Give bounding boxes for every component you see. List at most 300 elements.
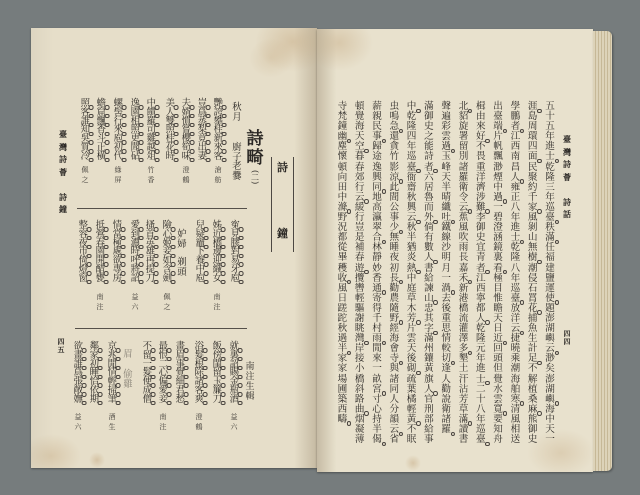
glyph: 佩	[81, 166, 89, 174]
verse-line	[143, 343, 152, 405]
glyph: 人	[424, 252, 434, 264]
verse-line	[196, 222, 205, 284]
glyph: 輯	[245, 392, 255, 402]
glyph: 含	[162, 263, 172, 275]
glyph: 州	[424, 343, 434, 355]
author-name	[213, 166, 223, 185]
glyph: 司	[146, 124, 156, 136]
glyph: 滌	[337, 201, 348, 213]
glyph: 婦	[177, 238, 187, 250]
glyph: 居	[424, 181, 434, 193]
glyph: 較	[441, 343, 451, 355]
glyph: 知	[80, 124, 90, 136]
glyph: 見	[230, 228, 240, 240]
glyph: 滿	[458, 413, 469, 425]
glyph: 六	[131, 302, 139, 311]
glyph: 南	[510, 151, 521, 163]
glyph: 詩	[59, 191, 67, 202]
glyph: 烟	[354, 413, 365, 425]
glyph: 衙	[406, 171, 417, 183]
glyph: 呼	[130, 255, 140, 267]
author-name	[212, 293, 222, 312]
glyph: 南	[159, 413, 167, 421]
glyph: 聚	[527, 171, 538, 183]
glyph: 計	[527, 343, 538, 355]
glyph: 頭	[177, 266, 187, 278]
glyph: 灣	[563, 146, 571, 157]
glyph: 橋	[212, 237, 222, 249]
glyph: 天	[493, 312, 503, 324]
glyph: 矣	[545, 363, 555, 375]
glyph: 嫵	[73, 393, 83, 405]
glyph: 綠	[114, 166, 122, 174]
glyph	[57, 178, 70, 191]
glyph: 照	[165, 124, 175, 136]
glyph: 香	[147, 175, 155, 184]
glyph: 瀛	[372, 212, 382, 224]
glyph: 味	[181, 150, 191, 162]
glyph: 隆	[510, 252, 521, 264]
right-page	[317, 29, 593, 472]
glyph: 潮	[527, 262, 538, 274]
glyph: 過	[441, 141, 451, 153]
glyph: 妾	[162, 246, 172, 258]
glyph: 五	[545, 101, 555, 112]
glyph: 月	[232, 111, 242, 123]
glyph: 齋	[406, 181, 417, 193]
page-number	[563, 330, 571, 346]
glyph: 勸	[441, 383, 451, 395]
glyph: 筆	[107, 393, 117, 405]
glyph: 愁	[175, 393, 185, 405]
glyph: 此	[389, 181, 400, 193]
prose-column	[493, 102, 503, 445]
prose-column	[545, 102, 555, 445]
glyph: 夫	[181, 98, 191, 109]
glyph: 疏	[406, 373, 417, 385]
glyph: 山	[527, 232, 538, 244]
glyph: 涼	[389, 171, 400, 183]
glyph: 饋	[146, 106, 156, 118]
glyph: 逸	[372, 161, 382, 173]
glyph: 嶼	[545, 393, 555, 405]
glyph: 云	[354, 191, 365, 203]
glyph: 家	[89, 349, 99, 361]
glyph: 生	[527, 333, 538, 345]
glyph: 煙	[493, 171, 503, 183]
glyph: 濟	[476, 181, 486, 193]
glyph: 逸	[130, 98, 140, 109]
glyph: 無	[527, 242, 538, 254]
glyph: 天	[441, 171, 451, 183]
glyph: 益	[74, 413, 82, 421]
glyph: 約	[527, 181, 538, 193]
glyph: 香	[372, 272, 382, 284]
glyph: 渺	[545, 353, 555, 365]
glyph: 園	[130, 106, 140, 118]
glyph: 西	[337, 403, 348, 415]
verse-line	[213, 222, 222, 284]
glyph: 遊	[354, 262, 365, 274]
glyph: 雙	[165, 115, 175, 127]
glyph: 不	[476, 141, 486, 153]
glyph: 年	[510, 212, 521, 224]
glyph: 懷	[337, 151, 348, 163]
glyph: 人	[441, 373, 451, 385]
glyph: 民	[527, 161, 538, 173]
glyph: 再	[145, 255, 155, 267]
glyph: 一	[545, 434, 555, 446]
glyph: 畢	[337, 252, 348, 264]
glyph: 進	[545, 141, 555, 153]
glyph: 建	[545, 262, 555, 274]
glyph: 鏡	[493, 242, 503, 254]
topic-label	[232, 143, 242, 181]
glyph: 牙	[230, 263, 240, 275]
glyph: 都	[476, 302, 486, 314]
glyph: 不	[142, 341, 152, 352]
glyph: 臺	[493, 111, 503, 123]
glyph: 汗	[458, 373, 469, 385]
glyph: 經	[389, 323, 400, 335]
glyph: 嘉	[458, 262, 469, 274]
glyph: 岸	[354, 343, 365, 355]
author-name	[95, 293, 105, 312]
author-name	[181, 166, 191, 185]
glyph: 雄	[145, 246, 155, 258]
glyph: 曲	[354, 403, 365, 415]
glyph: 士	[545, 151, 555, 163]
glyph: 寬	[493, 403, 503, 415]
glyph: 除	[194, 367, 204, 379]
glyph	[561, 183, 574, 196]
glyph: 頭	[493, 353, 503, 365]
glyph: 砧	[130, 150, 140, 162]
glyph: 緩	[354, 201, 365, 213]
glyph: 史	[476, 232, 486, 244]
glyph: 六	[74, 422, 82, 431]
glyph: 賜	[229, 367, 239, 379]
glyph: 鳴	[389, 111, 400, 123]
glyph: 木	[406, 302, 417, 314]
glyph: 帆	[493, 141, 503, 153]
glyph: 市	[78, 246, 88, 258]
glyph: 攬	[354, 272, 365, 284]
prose-column	[337, 102, 347, 425]
glyph: 持	[372, 413, 382, 425]
glyph: 巡	[476, 424, 486, 435]
glyph: 寒	[510, 393, 521, 405]
glyph: 極	[112, 237, 122, 249]
glyph: 年	[545, 131, 555, 143]
prose-column	[424, 102, 434, 445]
glyph: 令	[458, 191, 469, 203]
glyph: 飯	[212, 341, 222, 352]
glyph: 家	[337, 363, 348, 375]
glyph: 劍	[162, 272, 172, 284]
glyph: 部	[424, 413, 434, 425]
prose-column	[407, 102, 417, 445]
glyph: 好	[476, 131, 486, 143]
glyph: 省	[389, 434, 400, 446]
glyph: 天	[406, 343, 417, 355]
glyph: 臺	[406, 161, 417, 173]
glyph: 燈	[78, 263, 88, 275]
glyph: 寄	[372, 292, 382, 304]
glyph: 瞻	[493, 302, 503, 314]
glyph: 秋	[406, 191, 417, 203]
glyph: 者	[476, 262, 486, 274]
glyph: 能	[424, 141, 434, 153]
glyph: 隆	[545, 171, 555, 183]
glyph: 青	[476, 252, 486, 264]
glyph: 桂	[165, 133, 175, 145]
glyph: 過	[493, 191, 503, 203]
glyph: 親	[372, 111, 382, 123]
glyph: 石	[527, 282, 538, 294]
verse-line	[131, 100, 140, 162]
verse-line	[214, 100, 223, 162]
glyph: 雞	[146, 133, 156, 145]
glyph: 港	[458, 292, 469, 304]
glyph: 就	[229, 341, 239, 352]
glyph: 士	[476, 373, 486, 385]
glyph: 橫	[96, 150, 106, 162]
author-name	[194, 413, 204, 432]
glyph: 千	[527, 191, 538, 203]
glyph: 湖	[545, 323, 555, 335]
glyph: 庖	[113, 133, 123, 145]
glyph: 君	[175, 384, 185, 396]
prose-column	[510, 102, 520, 445]
verse-line	[146, 222, 155, 284]
glyph: 妻	[197, 150, 207, 162]
glyph: 日	[337, 292, 348, 304]
glyph: 刑	[424, 403, 434, 415]
glyph: 事	[424, 434, 434, 446]
glyph: 罥	[527, 292, 538, 304]
glyph: 眉	[123, 349, 133, 360]
glyph: 中	[146, 98, 156, 109]
glyph: 如	[162, 255, 172, 267]
glyph: 高	[372, 201, 382, 213]
glyph: 進	[476, 363, 486, 375]
glyph: 中	[493, 181, 503, 193]
glyph: 少	[389, 222, 400, 234]
glyph: 放	[510, 302, 521, 314]
glyph: 迎	[212, 255, 222, 267]
glyph: 醋	[95, 263, 105, 275]
glyph: 心	[162, 228, 172, 240]
glyph: 舫	[214, 175, 222, 184]
glyph: 史	[424, 121, 434, 133]
glyph: 六	[424, 171, 434, 183]
glyph: 質	[80, 141, 90, 153]
glyph: 靜	[372, 252, 382, 264]
glyph: 正	[510, 191, 521, 203]
glyph: 舟	[493, 434, 503, 446]
glyph: 沾	[458, 383, 469, 395]
glyph: 字	[424, 323, 434, 335]
author-name	[80, 166, 90, 185]
glyph: 開	[95, 255, 105, 267]
glyph: 佩	[163, 293, 171, 301]
glyph: 目	[493, 282, 503, 294]
glyph: 吳	[80, 133, 90, 145]
glyph: 乾	[510, 242, 521, 254]
page-edge-stack	[593, 31, 612, 471]
glyph: 子	[232, 151, 242, 163]
glyph: 事	[389, 212, 400, 224]
glyph: 禾	[458, 272, 469, 284]
verse-line	[131, 222, 140, 284]
glyph: 留	[458, 141, 469, 153]
glyph: 之	[81, 175, 89, 184]
glyph: 欲	[112, 255, 122, 267]
glyph: 田	[337, 181, 348, 193]
verse-line	[195, 343, 204, 405]
glyph: 四	[527, 141, 538, 153]
glyph: 侵	[527, 272, 538, 284]
glyph: 乾	[476, 323, 486, 335]
glyph: 三	[545, 181, 555, 193]
glyph: 英	[145, 237, 155, 249]
glyph: 者	[424, 161, 434, 173]
glyph: 無	[389, 232, 400, 244]
glyph: 閒	[372, 343, 382, 355]
glyph: 捷	[510, 333, 521, 345]
glyph: 房	[112, 272, 122, 284]
glyph: 秋	[337, 323, 348, 335]
topic-label	[123, 370, 133, 389]
glyph: 中	[195, 263, 205, 275]
glyph: 容	[78, 228, 88, 240]
glyph: 寺	[337, 101, 348, 112]
glyph: 海	[510, 373, 521, 385]
glyph: 熊	[527, 413, 538, 425]
glyph: 會	[389, 343, 400, 355]
glyph: 誰	[73, 358, 83, 370]
glyph: 來	[372, 353, 382, 365]
glyph: 相	[510, 424, 521, 435]
verse-line	[166, 100, 175, 162]
glyph: 留	[212, 367, 222, 379]
glyph: 照	[80, 98, 90, 109]
glyph: 南	[96, 293, 104, 301]
glyph: 五	[57, 345, 65, 354]
glyph: 老	[232, 161, 242, 172]
glyph: 猶	[406, 242, 417, 254]
glyph: 鐘	[337, 121, 348, 133]
glyph: 宜	[476, 242, 486, 254]
prose-column	[372, 102, 382, 445]
glyph: 送	[510, 434, 521, 446]
glyph: 邊	[212, 246, 222, 258]
glyph: 興	[372, 171, 382, 183]
glyph: 秋	[406, 222, 417, 234]
glyph: 衛	[441, 403, 451, 415]
glyph: 遍	[441, 111, 451, 123]
glyph: 農	[389, 292, 400, 304]
glyph: 草	[406, 292, 417, 304]
tier-divider-lower	[75, 328, 247, 329]
topic-label	[232, 103, 242, 122]
glyph: 心	[158, 367, 168, 379]
glyph: 韻	[389, 413, 400, 425]
glyph: 使	[545, 292, 555, 304]
glyph: 其	[424, 312, 434, 324]
glyph: 麻	[527, 403, 538, 415]
glyph: 傍	[212, 349, 222, 361]
glyph: 裏	[493, 252, 503, 264]
glyph: 之	[424, 131, 434, 143]
glyph: 時	[130, 246, 140, 258]
glyph: 題	[545, 302, 555, 314]
glyph: 欲	[73, 341, 83, 352]
glyph: 塵	[337, 141, 348, 153]
glyph: 思	[441, 323, 451, 335]
glyph: 御	[424, 111, 434, 123]
glyph: 事	[175, 358, 185, 370]
glyph: 到	[130, 228, 140, 240]
verse-line	[163, 222, 172, 284]
glyph: 簾	[212, 384, 222, 396]
glyph: 夜	[78, 237, 88, 249]
glyph: 捕	[527, 312, 538, 324]
glyph: 滿	[424, 333, 434, 345]
verse-line	[74, 343, 83, 405]
glyph: 涯	[527, 101, 538, 112]
glyph: 中	[545, 413, 555, 425]
glyph: 詩	[59, 154, 67, 164]
glyph: 初	[113, 141, 123, 153]
glyph: 橘	[406, 393, 417, 405]
glyph: 畫	[73, 349, 83, 361]
glyph: 隨	[389, 302, 400, 314]
glyph: 夜	[389, 252, 400, 264]
glyph: 斜	[354, 383, 365, 395]
glyph: 乾	[406, 111, 417, 123]
glyph: 重	[441, 312, 451, 324]
glyph: 雨	[458, 242, 469, 254]
glyph: 庭	[406, 282, 417, 294]
glyph: 面	[527, 151, 538, 163]
glyph: 寧	[476, 292, 486, 304]
glyph: 多	[458, 343, 469, 355]
glyph: 史	[527, 434, 538, 446]
glyph: 通	[372, 282, 382, 294]
glyph: 云	[545, 343, 555, 355]
glyph: 驅	[354, 302, 365, 314]
glyph: 天	[354, 131, 365, 143]
glyph: 御	[527, 424, 538, 435]
glyph: 海	[389, 333, 400, 345]
glyph: 初	[389, 262, 400, 274]
verse-line	[81, 100, 90, 162]
glyph: 同	[372, 181, 382, 193]
glyph: 抵	[95, 220, 105, 231]
glyph: 半	[406, 232, 417, 244]
glyph: 十	[476, 393, 486, 405]
glyph: 有	[424, 232, 434, 244]
glyph: 妾	[158, 393, 168, 405]
glyph: 外	[424, 212, 434, 224]
glyph: 客	[80, 106, 90, 118]
glyph: 土	[458, 363, 469, 375]
glyph: 難	[476, 201, 486, 213]
glyph: 進	[510, 222, 521, 234]
glyph: 慣	[181, 115, 191, 127]
